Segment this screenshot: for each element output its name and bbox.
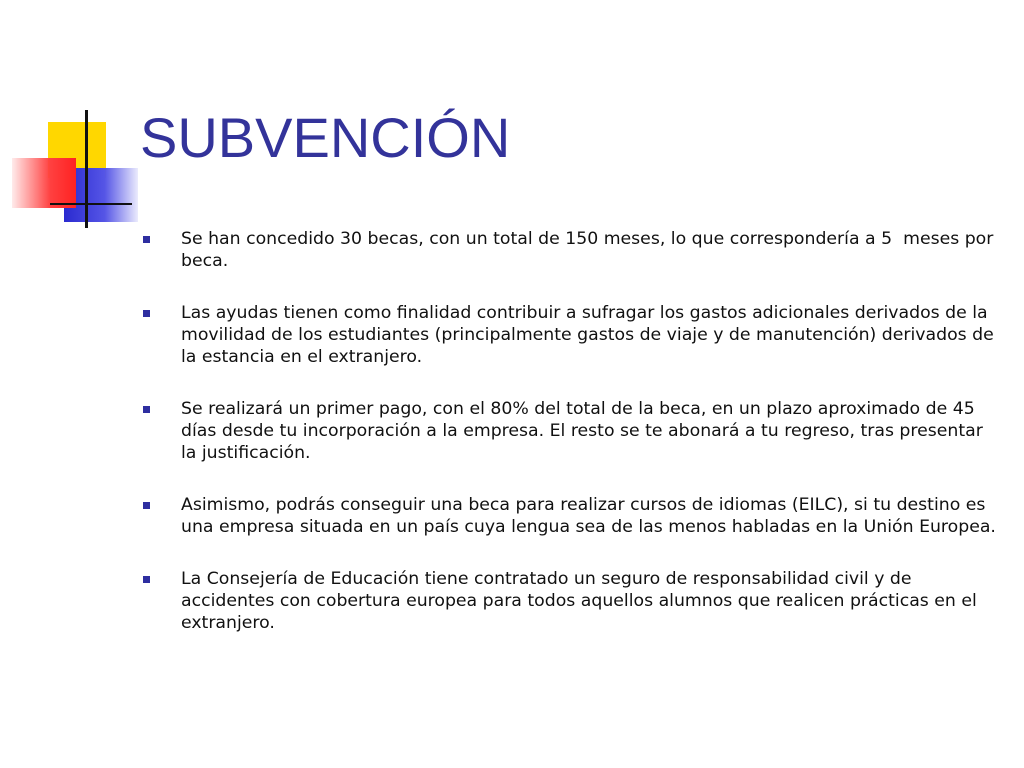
horizontal-line bbox=[50, 203, 132, 205]
bullet-list bbox=[140, 228, 1000, 664]
bullet-item bbox=[140, 568, 1000, 634]
bullet-item bbox=[140, 398, 1000, 464]
red-square bbox=[12, 158, 76, 208]
color-blocks-logo-icon bbox=[0, 0, 150, 240]
bullet-text: Se han concedido 30 becas, con un total de 150 meses, lo que correspondería a 5 meses por beca. bbox=[181, 229, 999, 271]
vertical-line bbox=[85, 110, 88, 228]
square-bullet-icon bbox=[143, 310, 150, 317]
slide-title: SUBVENCIÓN bbox=[140, 106, 511, 169]
bullet-text: Asimismo, podrás conseguir una beca para realizar cursos de idiomas (EILC), si tu destino es una empresa situada en un país cuya lengua sea de las menos habladas en la Unión Europea. bbox=[181, 495, 996, 537]
bullet-text: Las ayudas tienen como finalidad contribuir a sufragar los gastos adicionales derivados de la movilidad de los estudiantes (principalmente gastos de viaje y de manutención) derivados de la estancia en el extranjero. bbox=[181, 303, 1000, 367]
square-bullet-icon bbox=[143, 502, 150, 509]
bullet-item bbox=[140, 228, 1000, 272]
bullet-text: Se realizará un primer pago, con el 80% del total de la beca, en un plazo aproximado de 45 días desde tu incorporación a la empresa. El resto se te abonará a tu regreso, tras presentar la justificación. bbox=[181, 399, 989, 463]
bullet-item bbox=[140, 302, 1000, 368]
bullet-text: La Consejería de Educación tiene contratado un seguro de responsabilidad civil y de accidentes con cobertura europea para todos aquellos alumnos que realicen prácticas en el extranjero. bbox=[181, 569, 983, 633]
square-bullet-icon bbox=[143, 406, 150, 413]
square-bullet-icon bbox=[143, 576, 150, 583]
bullet-item bbox=[140, 494, 1000, 538]
square-bullet-icon bbox=[143, 236, 150, 243]
